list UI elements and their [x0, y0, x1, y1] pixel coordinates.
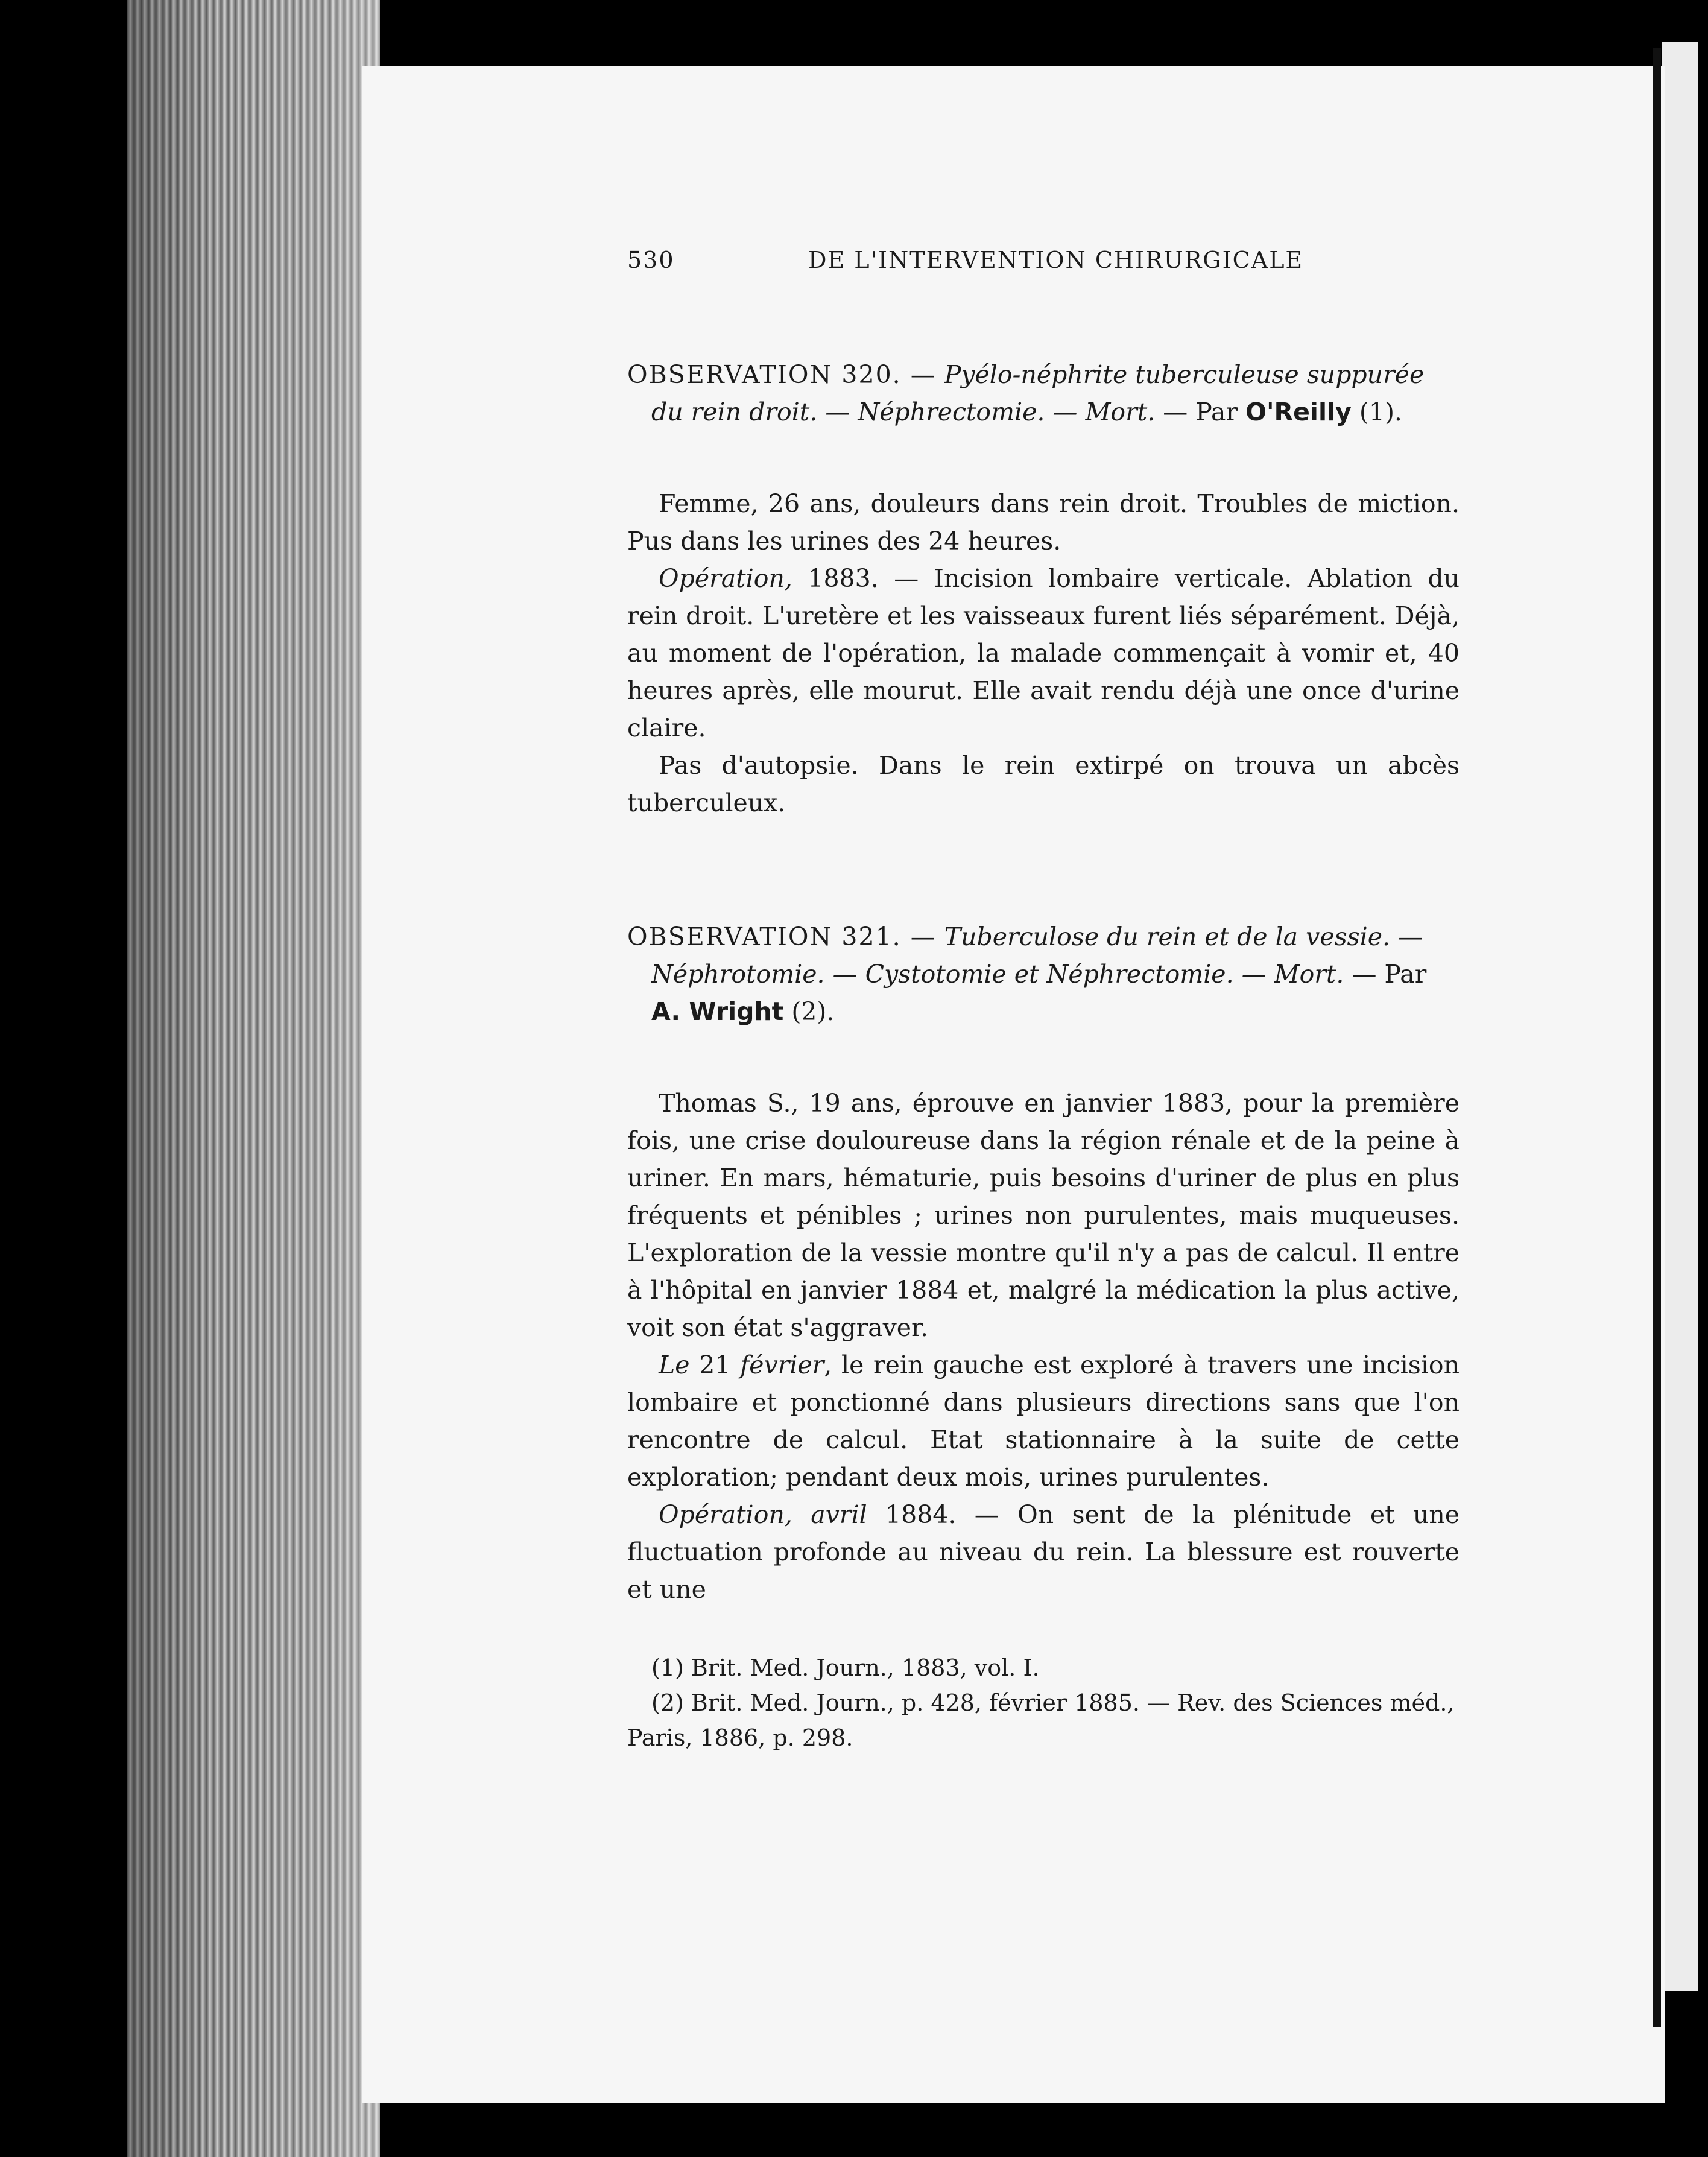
observation-description: Tuberculose du rein et de la vessie. — Néphrotomie. — Cystotomie et Néphrectomie. — Mort.	[651, 922, 1423, 989]
paragraph	[627, 560, 1460, 747]
paragraph: Femme, 26 ans, douleurs dans rein droit. Troubles de miction. Pus dans les urines des 24 heures.	[627, 489, 1460, 556]
page-content	[627, 241, 1460, 1755]
paragraph-date: 1883. —	[792, 564, 934, 593]
paragraph-body: 1884. — On sent de la plénitude et une fluctuation profonde au niveau du rein. La blessure est rouverte et une	[627, 1500, 1460, 1604]
observation-description: Pyélo-néphrite tuberculeuse suppurée du rein droit. — Néphrectomie. — Mort.	[651, 360, 1425, 426]
footnote: (2) Brit. Med. Journ., p. 428, février 1885. — Rev. des Sciences méd.,	[651, 1690, 1455, 1716]
spacer	[627, 1030, 1460, 1085]
observation-author: O'Reilly	[1245, 398, 1352, 426]
paragraph-lead: Le	[659, 1351, 690, 1379]
paragraph	[627, 1496, 1460, 1608]
paragraph-lead: Opération,	[659, 564, 792, 593]
paragraph-lead-number: 21	[689, 1351, 741, 1379]
facing-page-edge	[1662, 42, 1698, 1991]
spacer	[627, 822, 1460, 918]
spacer	[627, 431, 1460, 485]
paragraph-body: Incision lombaire verticale. Ablation du rein droit. L'uretère et les vaisseaux furent liés séparément. Déjà, au moment de l'opération, la malade commençait à vomir et, 40 heures après, elle mourut. Elle avait rendu déjà une once d'urine claire.	[627, 564, 1460, 743]
observation-author: A. Wright	[651, 997, 784, 1026]
footnote-ref: (2).	[791, 997, 835, 1026]
observation-320-heading	[627, 356, 1460, 431]
paragraph	[627, 1346, 1460, 1496]
paragraph: Pas d'autopsie. Dans le rein extirpé on trouva un abcès tuberculeux.	[627, 751, 1460, 817]
book-spine-page-edges	[127, 0, 380, 2157]
running-head	[627, 241, 1460, 277]
paragraph-lead: Opération, avril	[659, 1500, 867, 1529]
par-label: — Par	[1163, 398, 1238, 426]
observation-label: OBSERVATION 320. —	[627, 360, 937, 389]
footnote-continuation: Paris, 1886, p. 298.	[627, 1725, 853, 1751]
footnote-ref: (1).	[1359, 398, 1402, 426]
running-title: DE L'INTERVENTION CHIRURGICALE	[808, 247, 1304, 273]
page-number: 530	[627, 247, 675, 273]
footnote: (1) Brit. Med. Journ., 1883, vol. I.	[651, 1655, 1040, 1681]
observation-321-heading	[627, 918, 1460, 1030]
paragraph-body: , le rein gauche est exploré à travers une incision lombaire et ponctionné dans plusieurs directions sans que l'on rencontre de calcul. Etat stationnaire à la suite de cette exploration; pendant deux mois, urines purulentes.	[627, 1351, 1460, 1492]
footnotes	[627, 1650, 1460, 1755]
paragraph-lead-month: février	[740, 1351, 824, 1379]
page-gutter-shadow	[1653, 48, 1661, 2027]
par-label: — Par	[1352, 960, 1427, 989]
paragraph: Thomas S., 19 ans, éprouve en janvier 1883, pour la première fois, une crise douloureuse dans la région rénale et de la peine à uriner. En mars, hématurie, puis besoins d'uriner de plus en plus fréquents et pénibles ; urines non purulentes, mais muqueuses. L'exploration de la vessie montre qu'il n'y a pas de calcul. Il entre à l'hôpital en janvier 1884 et, malgré la médication la plus active, voit son état s'aggraver.	[627, 1089, 1460, 1342]
observation-label: OBSERVATION 321. —	[627, 922, 937, 951]
